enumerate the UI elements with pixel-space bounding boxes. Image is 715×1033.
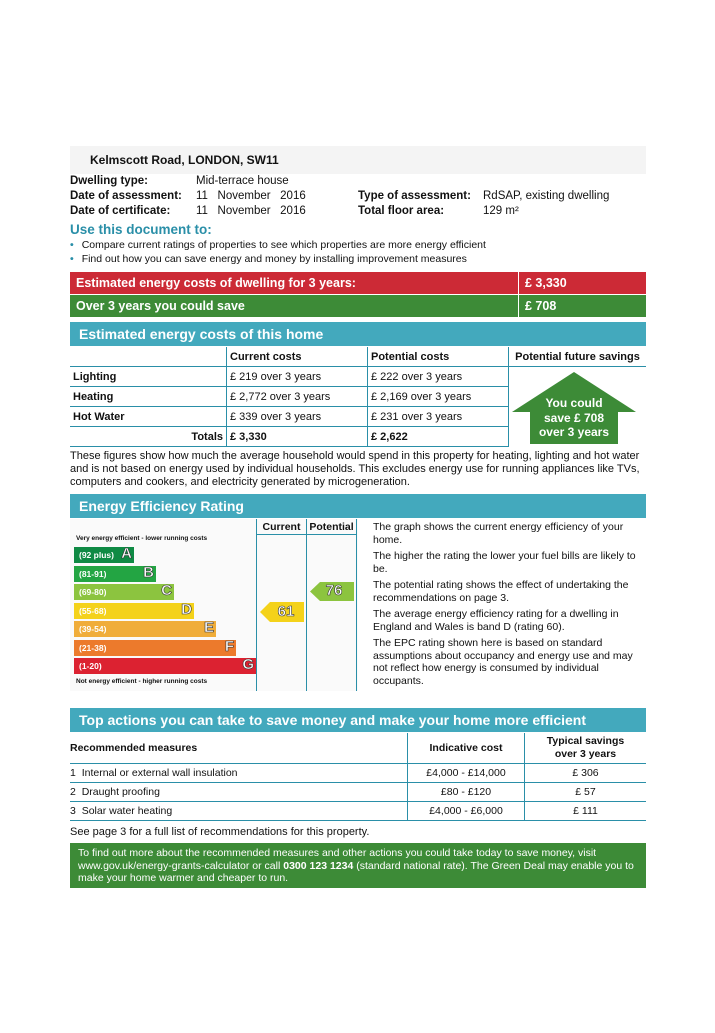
use-doc-bullet: • Find out how you can save energy and money by installing improvement measures	[70, 253, 467, 265]
property-address: Kelmscott Road, LONDON, SW11	[90, 153, 279, 167]
rating-band-c: (69-80) C	[74, 584, 174, 600]
footer-phone: 0300 123 1234	[283, 859, 354, 872]
rating-band-f: (21-38) F	[74, 640, 236, 656]
rating-divider	[356, 519, 357, 691]
actions-section-heading: Top actions you can take to save money and make your home more efficient	[70, 708, 646, 732]
rating-band-g: (1-20) G	[74, 658, 256, 674]
rating-divider	[256, 519, 257, 691]
table-row: 1 Internal or external wall insulation £4,000 - £14,000 £ 306	[70, 764, 646, 783]
rating-col-potential: Potential	[309, 521, 354, 533]
rating-band-b: (81-91) B	[74, 566, 156, 582]
date-assessment-label: Date of assessment:	[70, 190, 182, 202]
potential-rating-value: 76	[325, 582, 343, 599]
dwelling-type-value: Mid-terrace house	[196, 175, 289, 187]
rating-divider	[256, 534, 357, 535]
col-cost: Indicative cost	[408, 733, 525, 764]
savings-value: £ 708	[519, 295, 646, 317]
dwelling-type-label: Dwelling type:	[70, 175, 148, 187]
see-page-note: See page 3 for a full list of recommendations for this property.	[70, 826, 370, 838]
floor-area-value: 129 m²	[483, 205, 519, 217]
col-measures: Recommended measures	[70, 733, 408, 764]
rating-band-d: (55-68) D	[74, 603, 194, 619]
assessment-type-value: RdSAP, existing dwelling	[483, 190, 610, 202]
costs-section-heading: Estimated energy costs of this home	[70, 322, 646, 346]
rating-band-a: (92 plus) A	[74, 547, 134, 563]
rating-col-current: Current	[262, 521, 301, 533]
use-doc-heading: Use this document to:	[70, 222, 212, 237]
rating-band-e: (39-54) E	[74, 621, 216, 637]
table-row: 2 Draught proofing £80 - £120 £ 57	[70, 783, 646, 802]
floor-area-label: Total floor area:	[358, 205, 445, 217]
col-savings: Typical savings over 3 years	[525, 733, 647, 764]
rating-explanation: The graph shows the current energy efficiency of your home. The higher the rating the lower your fuel bills are likely to be. The potential rating shows the effect of undertaking the recommendations on page 3. The average energy efficiency rating for a dwelling in England and Wales is band D (rating 60). The EPC rating shown here is based on standard assumptions about occupancy and energy use and may not reflect how energy is consumed by individual occupants.	[373, 521, 636, 687]
table-row-totals: Totals £ 3,330 £ 2,622	[70, 427, 646, 447]
savings-bar: Over 3 years you could save	[70, 295, 518, 317]
use-doc-bullet: • Compare current ratings of properties to see which properties are more energy efficient	[70, 239, 486, 251]
date-certificate-label: Date of certificate:	[70, 205, 171, 217]
estimated-costs-value: £ 3,330	[519, 272, 646, 294]
col-potential-savings: Potential future savings	[509, 347, 647, 367]
table-row: Hot Water £ 339 over 3 years £ 231 over 3 years	[70, 407, 646, 427]
savings-house-text: You could save £ 708 over 3 years	[538, 396, 610, 439]
rating-divider	[306, 519, 307, 691]
rating-section-heading: Energy Efficiency Rating	[70, 494, 646, 518]
table-row: Lighting £ 219 over 3 years £ 222 over 3 years	[70, 367, 646, 387]
col-potential-costs: Potential costs	[368, 347, 509, 367]
rating-bottom-caption: Not energy efficient - higher running costs	[76, 678, 208, 685]
footer-info: To find out more about the recommended measures and other actions you could take today to save money, visit www.gov.uk/energy-grants-calculator or call 0300 123 1234 (standard national rate). The Green Deal may enable you to make your home warmer and cheaper to run.	[70, 843, 646, 888]
current-rating-value: 61	[277, 603, 295, 620]
rating-top-caption: Very energy efficient - lower running costs	[76, 535, 208, 542]
date-certificate-value: 11 November 2016	[196, 205, 306, 217]
estimated-costs-bar: Estimated energy costs of dwelling for 3 years:	[70, 272, 518, 294]
table-row: Heating £ 2,772 over 3 years £ 2,169 over 3 years	[70, 387, 646, 407]
assessment-type-label: Type of assessment:	[358, 190, 471, 202]
actions-table	[70, 733, 646, 821]
col-current-costs: Current costs	[227, 347, 368, 367]
date-assessment-value: 11 November 2016	[196, 190, 306, 202]
costs-note: These figures show how much the average household would spend in this property for heating, lighting and hot water and is not based on energy used by individual households. This excludes energy use for running appliances like TVs, computers and cookers, and electricity generated by microgeneration.	[70, 450, 640, 488]
table-row: 3 Solar water heating £4,000 - £6,000 £ 111	[70, 802, 646, 821]
